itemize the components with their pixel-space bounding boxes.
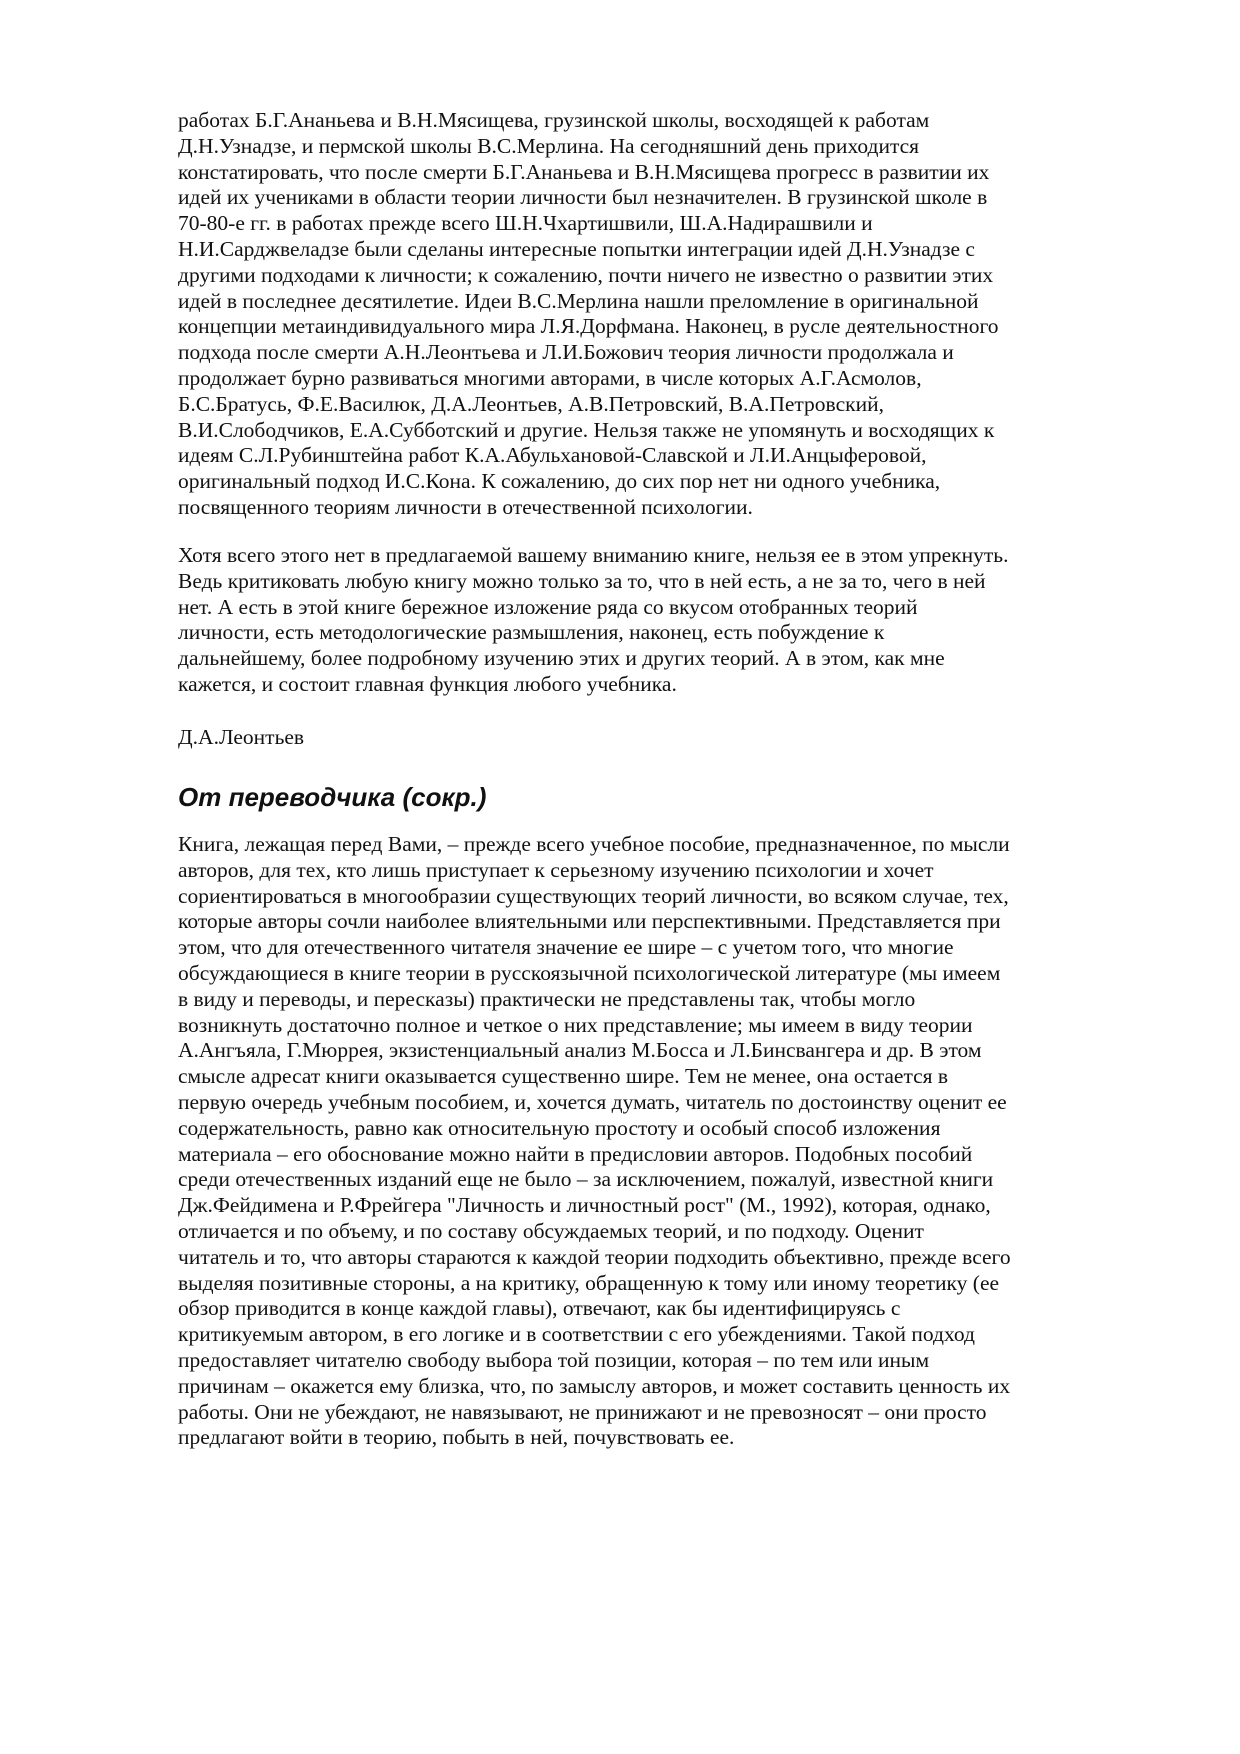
text-line: смысле адресат книги оказывается существенно шире. Тем не менее, она остается в: [178, 1064, 949, 1089]
text-line: этом, что для отечественного читателя значение ее шире – с учетом того, что многие: [178, 935, 954, 960]
text-line: причинам – окажется ему близка, что, по замыслу авторов, и может составить ценность их: [178, 1373, 1011, 1398]
text-line: Книга, лежащая перед Вами, – прежде всего учебное пособие, предназначенное, по мысли: [178, 832, 1010, 856]
text-line: Б.С.Братусь, Ф.Е.Василюк, Д.А.Леонтьев, А.В.Петровский, В.А.Петровский,: [178, 391, 884, 416]
text-line: критикуемым автором, в его логике и в соответствии с его убеждениями. Такой подход: [178, 1322, 975, 1347]
text-line: предоставляет читателю свободу выбора той позиции, которая – по тем или иным: [178, 1347, 930, 1372]
text-line: А.Ангъяла, Г.Мюррея, экзистенциальный анализ М.Босса и Л.Бинсвангера и др. В этом: [178, 1038, 982, 1063]
text-line: Ведь критиковать любую книгу можно только за то, что в ней есть, а не за то, чего в ней: [178, 568, 986, 593]
text-line: идей в последнее десятилетие. Идеи В.С.Мерлина нашли преломление в оригинальной: [178, 288, 979, 313]
text-line: 70-80-е гг. в работах прежде всего Ш.Н.Чхартишвили, Ш.А.Надирашвили и: [178, 211, 873, 236]
paragraph-preface-1: [178, 108, 998, 521]
text-line: личности, есть методологические размышления, наконец, есть побуждение к: [178, 620, 885, 645]
text-line: работах Б.Г.Ананьева и В.Н.Мясищева, грузинской школы, восходящей к работам: [178, 108, 930, 132]
text-line: сориентироваться в многообразии существующих теорий личности, во всяком случае, тех,: [178, 883, 1009, 908]
text-line: идей их учениками в области теории личности был незначителен. В грузинской школе в: [178, 185, 988, 210]
text-line: констатировать, что после смерти Б.Г.Ананьева и В.Н.Мясищева прогресс в развитии их: [178, 159, 990, 184]
text-line: содержательность, равно как относительную простоту и особый способ изложения: [178, 1115, 941, 1140]
text-line: дальнейшему, более подробному изучению этих и других теорий. А в этом, как мне: [178, 646, 945, 671]
text-line: обсуждающиеся в книге теории в русскоязычной психологической литературе (мы имеем: [178, 960, 1001, 985]
text-line: которые авторы сочли наиболее влиятельными или перспективными. Представляется при: [178, 909, 1001, 934]
text-line: нет. А есть в этой книге бережное изложение ряда со вкусом отобранных теорий: [178, 594, 918, 619]
text-line: первую очередь учебным пособием, и, хочется думать, читатель по достоинству оценит ее: [178, 1089, 1007, 1114]
text-line: обзор приводится в конце каждой главы), отвечают, как бы идентифицируясь с: [178, 1296, 901, 1321]
text-line: читатель и то, что авторы стараются к каждой теории подходить объективно, прежде всего: [178, 1244, 1011, 1269]
text-line: отличается и по объему, и по составу обсуждаемых теорий, и по подходу. Оценит: [178, 1218, 924, 1243]
text-line: Д.Н.Узнадзе, и пермской школы В.С.Мерлина. На сегодняшний день приходится: [178, 133, 920, 158]
text-line: концепции метаиндивидуального мира Л.Я.Дорфмана. Наконец, в русле деятельностного: [178, 314, 999, 339]
text-line: Н.И.Сарджвеладзе были сделаны интересные попытки интеграции идей Д.Н.Узнадзе с: [178, 236, 975, 261]
text-line: предлагают войти в теорию, побыть в ней, почувствовать ее.: [178, 1425, 735, 1450]
text-line: материала – его обоснование можно найти в предисловии авторов. Подобных пособий: [178, 1141, 973, 1166]
text-line: посвященного теориям личности в отечественной психологии.: [178, 494, 753, 519]
text-line: в виду и переводы, и пересказы) практически не представлены так, чтобы могло: [178, 986, 916, 1011]
text-line: Хотя всего этого нет в предлагаемой вашему вниманию книге, нельзя ее в этом упрекнуть.: [178, 543, 1009, 567]
text-line: идеям С.Л.Рубинштейна работ К.А.Абульхановой-Славской и Л.И.Анцыферовой,: [178, 443, 927, 468]
text-line: возникнуть достаточно полное и четкое о них представление; мы имеем в виду теории: [178, 1012, 973, 1037]
text-line: кажется, и состоит главная функция любого учебника.: [178, 671, 677, 696]
text-line: другими подходами к личности; к сожалению, почти ничего не известно о развитии этих: [178, 262, 994, 287]
text-line: среди отечественных изданий еще не было – за исключением, пожалуй, известной книги: [178, 1167, 994, 1192]
text-line: В.И.Слободчиков, Е.А.Субботский и другие. Нельзя также не упомянуть и восходящих к: [178, 417, 995, 442]
text-line: авторов, для тех, кто лишь приступает к серьезному изучению психологии и хочет: [178, 857, 934, 882]
text-line: подхода после смерти А.Н.Леонтьева и Л.И.Божович теория личности продолжала и: [178, 340, 954, 365]
signature: Д.А.Леонтьев: [178, 725, 305, 749]
text-line: продолжает бурно развиваться многими авторами, в числе которых А.Г.Асмолов,: [178, 365, 922, 390]
section-heading: От переводчика (сокр.): [178, 782, 487, 812]
paragraph-preface-2: [178, 543, 1008, 698]
paragraph-translator: [178, 832, 1011, 1451]
text-line: оригинальный подход И.С.Кона. К сожалению, до сих пор нет ни одного учебника,: [178, 469, 941, 494]
text-line: выделяя позитивные стороны, а на критику, обращенную к тому или иному теоретику (ее: [178, 1270, 1000, 1295]
text-line: работы. Они не убеждают, не навязывают, не принижают и не превозносят – они просто: [178, 1399, 987, 1424]
text-line: Дж.Фейдимена и Р.Фрейгера "Личность и личностный рост" (М., 1992), которая, однако,: [178, 1193, 991, 1218]
